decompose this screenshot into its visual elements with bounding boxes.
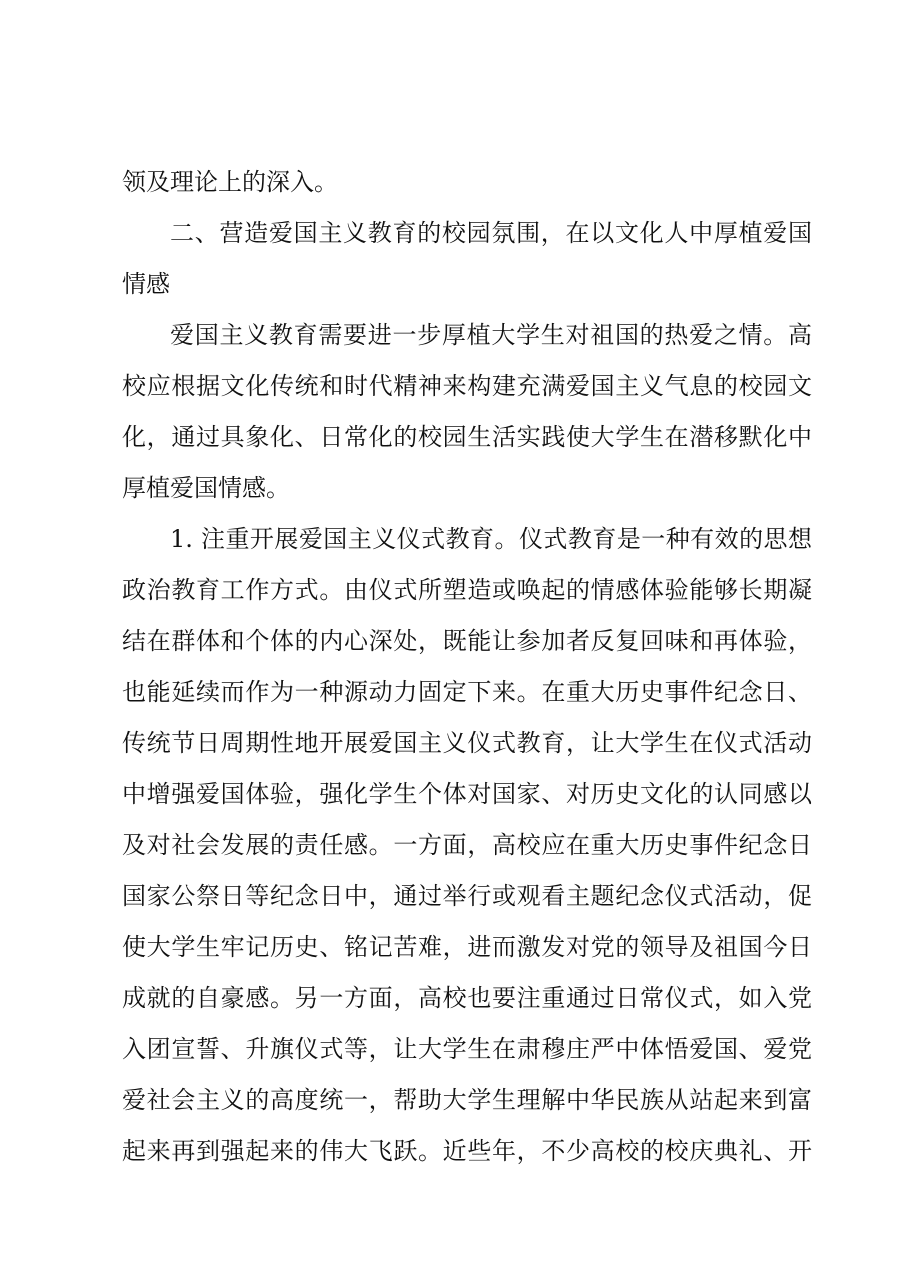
- paragraph-line: 化，通过具象化、日常化的校园生活实践使大学生在潜移默化中: [122, 423, 812, 451]
- paragraph-line: 也能延续而作为一种源动力固定下来。在重大历史事件纪念日、: [122, 678, 812, 706]
- paragraph-line: 爱国主义教育需要进一步厚植大学生对祖国的热爱之情。高: [170, 321, 812, 349]
- paragraph-line: 使大学生牢记历史、铭记苦难，进而激发对党的领导及祖国今日: [122, 933, 812, 961]
- paragraph-line: 校应根据文化传统和时代精神来构建充满爱国主义气息的校园文: [122, 372, 812, 400]
- subsection-heading-line: 1. 注重开展爱国主义仪式教育。仪式教育是一种有效的思想: [170, 525, 812, 553]
- paragraph-line: 厚植爱国情感。: [122, 474, 290, 502]
- paragraph-line: 爱社会主义的高度统一，帮助大学生理解中华民族从站起来到富: [122, 1086, 812, 1114]
- paragraph-line: 传统节日周期性地开展爱国主义仪式教育，让大学生在仪式活动: [122, 729, 812, 757]
- paragraph-line: 成就的自豪感。另一方面，高校也要注重通过日常仪式，如入党: [122, 984, 812, 1012]
- paragraph-line: 入团宣誓、升旗仪式等，让大学生在肃穆庄严中体悟爱国、爱党: [122, 1035, 812, 1063]
- paragraph-line: 国家公祭日等纪念日中，通过举行或观看主题纪念仪式活动，促: [122, 882, 812, 910]
- paragraph-line: 及对社会发展的责任感。一方面，高校应在重大历史事件纪念日: [122, 831, 812, 859]
- paragraph-line: 起来再到强起来的伟大飞跃。近些年，不少高校的校庆典礼、开: [122, 1137, 812, 1165]
- paragraph-line: 领及理论上的深入。: [122, 168, 338, 196]
- paragraph-line: 政治教育工作方式。由仪式所塑造或唤起的情感体验能够长期凝: [122, 576, 812, 604]
- paragraph-line: 结在群体和个体的内心深处，既能让参加者反复回味和再体验，: [122, 627, 812, 655]
- paragraph-line: 中增强爱国体验，强化学生个体对国家、对历史文化的认同感以: [122, 780, 812, 808]
- section-heading-line: 情感: [122, 270, 170, 298]
- section-heading-line: 二、营造爱国主义教育的校园氛围，在以文化人中厚植爱国: [170, 219, 812, 247]
